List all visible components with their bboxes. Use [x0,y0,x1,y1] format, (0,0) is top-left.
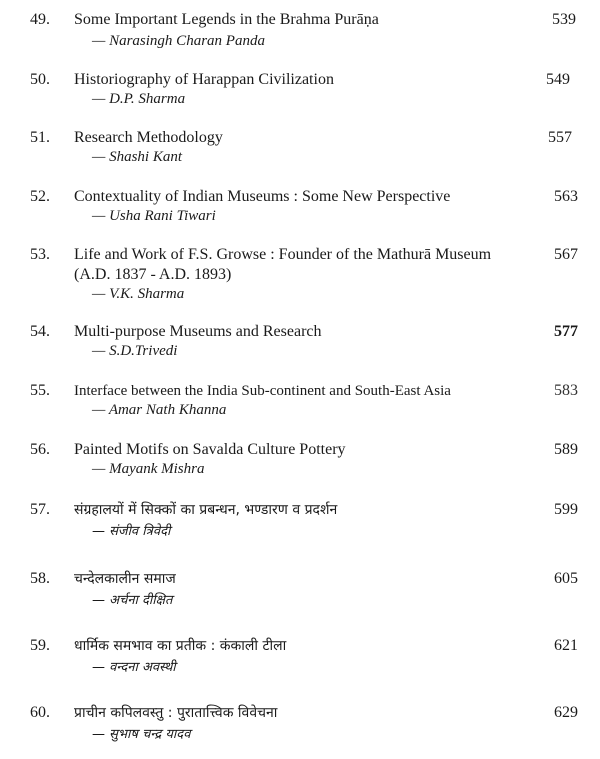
entry-number: 53. [30,246,50,263]
entry-author: — Amar Nath Khanna [92,402,227,418]
entry-author: — D.P. Sharma [92,91,186,107]
entry-page: 539 [552,11,576,28]
entry-author: — S.D.Trivedi [92,343,178,359]
entry-author: — Mayank Mishra [92,461,205,477]
entry-number: 52. [30,188,50,205]
entry-title: Research Methodology [74,129,223,146]
entry-page: 599 [554,501,578,518]
entry-title: Some Important Legends in the Brahma Purāṇa [74,11,379,28]
entry-author: — सुभाष चन्द्र यादव [92,727,191,742]
entry-author: — Narasingh Charan Panda [92,33,265,49]
entry-title: धार्मिक समभाव का प्रतीक : कंकाली टीला [74,638,287,654]
entry-page: 583 [554,382,578,399]
entry-number: 56. [30,441,50,458]
entry-number: 51. [30,129,50,146]
entry-author: — संजीव त्रिवेदी [92,524,171,539]
entry-author: — Usha Rani Tiwari [92,208,216,224]
entry-number: 58. [30,570,50,587]
entry-title: Historiography of Harappan Civilization [74,71,334,88]
entry-page: 589 [554,441,578,458]
entry-title: Interface between the India Sub-continent and South-East Asia [74,383,451,399]
entry-number: 50. [30,71,50,88]
entry-title: Multi-purpose Museums and Research [74,323,322,340]
entry-page: 563 [554,188,578,205]
entry-page: 557 [548,129,572,146]
entry-page: 629 [554,704,578,721]
entry-number: 59. [30,637,50,654]
entry-number: 49. [30,11,50,28]
entry-title: Life and Work of F.S. Growse : Founder of the Mathurā Museum (A.D. 1837 - A.D. 1893) [74,246,492,283]
entry-author: — अर्चना दीक्षित [92,593,173,608]
entry-number: 60. [30,704,50,721]
entry-title: Contextuality of Indian Museums : Some New Perspective [74,188,451,205]
entry-author: — V.K. Sharma [92,286,185,302]
entry-author: — वन्दना अवस्थी [92,660,176,675]
entry-title: संग्रहालयों में सिक्कों का प्रबन्धन, भण्डारण व प्रदर्शन [74,502,338,518]
entry-number: 54. [30,323,50,340]
entry-page: 621 [554,637,578,654]
entry-page: 605 [554,570,578,587]
entry-title: Painted Motifs on Savalda Culture Pottery [74,441,346,458]
entry-title: चन्देलकालीन समाज [74,571,176,587]
entry-title: प्राचीन कपिलवस्तु : पुरातात्त्विक विवेचना [74,705,278,721]
entry-page: 567 [554,246,578,263]
entry-number: 55. [30,382,50,399]
entry-number: 57. [30,501,50,518]
entry-page: 549 [546,71,570,88]
entry-author: — Shashi Kant [92,149,183,165]
entry-page: 577 [554,323,578,340]
